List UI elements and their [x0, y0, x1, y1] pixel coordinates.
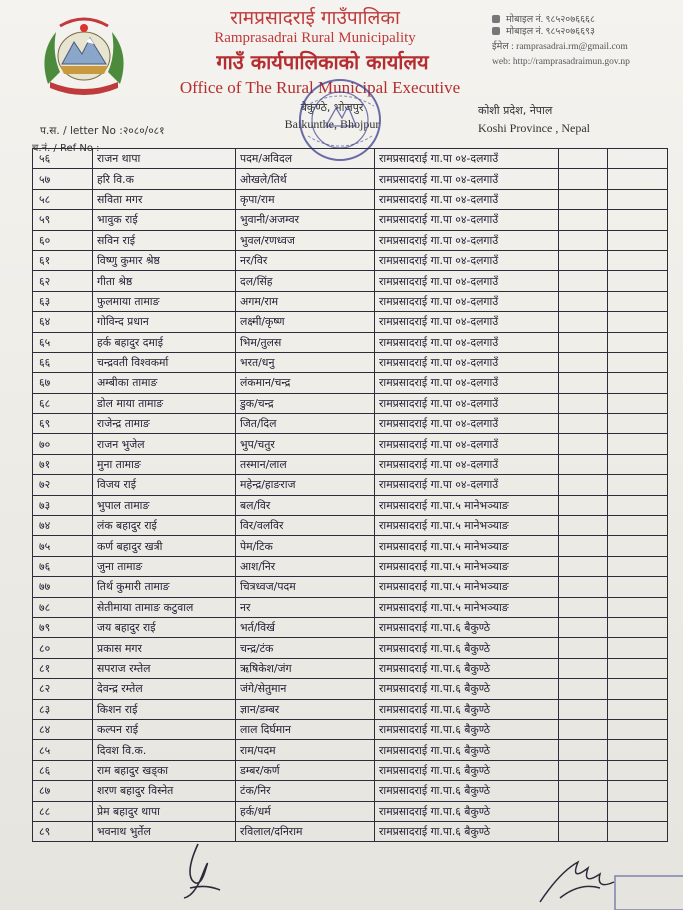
letterhead [0, 0, 683, 154]
contact-block [492, 14, 677, 68]
serial-number-cell: ७५ [33, 536, 93, 556]
address-cell: रामप्रसादराई गा.पा ०४-दलगाउँ [375, 291, 559, 311]
empty-cell [608, 617, 668, 637]
address-cell: रामप्रसादराई गा.पा.५ मानेभञ्याङ [375, 597, 559, 617]
parents-cell: चन्द्र/टंक [236, 638, 375, 658]
empty-cell [559, 414, 608, 434]
empty-cell [559, 617, 608, 637]
empty-cell [559, 556, 608, 576]
table-row [33, 291, 668, 311]
empty-cell [559, 801, 608, 821]
name-cell: कल्पन राई [93, 719, 236, 739]
parents-cell: डुक/चन्द्र [236, 393, 375, 413]
empty-cell [608, 536, 668, 556]
empty-cell [608, 149, 668, 169]
empty-cell [559, 699, 608, 719]
address-cell: रामप्रसादराई गा.पा ०४-दलगाउँ [375, 230, 559, 250]
empty-cell [608, 658, 668, 678]
table-row [33, 414, 668, 434]
province-english: Koshi Province , Nepal [478, 121, 590, 135]
serial-number-cell: ८६ [33, 760, 93, 780]
serial-number-cell: ६३ [33, 291, 93, 311]
serial-number-cell: ६२ [33, 271, 93, 291]
table-row [33, 495, 668, 515]
name-cell: हरि वि.क [93, 169, 236, 189]
serial-number-cell: ८० [33, 638, 93, 658]
parents-cell: भिम/तुलस [236, 332, 375, 352]
table-row [33, 475, 668, 495]
name-cell: चन्द्रवती विश्वकर्मा [93, 352, 236, 372]
empty-cell [608, 577, 668, 597]
table-row [33, 210, 668, 230]
place-english: Baikunthe, Bhojpur [284, 117, 380, 131]
empty-cell [559, 210, 608, 230]
name-cell: डोल माया तामाङ [93, 393, 236, 413]
empty-cell [559, 352, 608, 372]
parents-cell: पदम/अविदल [236, 149, 375, 169]
name-cell: गोविन्द प्रधान [93, 312, 236, 332]
serial-number-cell: ७८ [33, 597, 93, 617]
name-cell: कर्ण बहादुर खत्री [93, 536, 236, 556]
name-cell: राजन थापा [93, 149, 236, 169]
phone-1: मोबाइल नं. ९८५२०७६६६८ [506, 15, 595, 25]
address-cell: रामप्रसादराई गा.पा ०४-दलगाउँ [375, 475, 559, 495]
address-cell: रामप्रसादराई गा.पा ०४-दलगाउँ [375, 352, 559, 372]
name-cell: दिवश वि.क. [93, 740, 236, 760]
empty-cell [559, 638, 608, 658]
signature-left [176, 840, 236, 900]
address-cell: रामप्रसादराई गा.पा ०४-दलगाउँ [375, 271, 559, 291]
phone-icon [492, 27, 500, 35]
serial-number-cell: ६४ [33, 312, 93, 332]
empty-cell [608, 434, 668, 454]
table-row [33, 434, 668, 454]
empty-cell [559, 475, 608, 495]
name-cell: शरण बहादुर विस्नेत [93, 781, 236, 801]
empty-cell [608, 312, 668, 332]
table-row [33, 658, 668, 678]
email: ईमेल : ramprasadrai.rm@gmail.com [492, 42, 628, 52]
empty-cell [559, 597, 608, 617]
office-name-nepali: गाउँ कार्यपालिकाको कार्यालय [216, 50, 429, 74]
name-cell: मुना तामाङ [93, 454, 236, 474]
serial-number-cell: ६६ [33, 352, 93, 372]
parents-cell: भुप/चतुर [236, 434, 375, 454]
empty-cell [559, 149, 608, 169]
table-row [33, 617, 668, 637]
serial-number-cell: ७२ [33, 475, 93, 495]
parents-cell: जंगे/सेतुमान [236, 679, 375, 699]
name-cell: जय बहादुर राई [93, 617, 236, 637]
parents-cell: चित्रध्वज/पदम [236, 577, 375, 597]
empty-cell [608, 699, 668, 719]
address-cell: रामप्रसादराई गा.पा.६ बैकुण्ठे [375, 617, 559, 637]
table-row [33, 454, 668, 474]
parents-cell: कृपा/राम [236, 189, 375, 209]
serial-number-cell: ६५ [33, 332, 93, 352]
empty-cell [559, 454, 608, 474]
serial-number-cell: ६९ [33, 414, 93, 434]
empty-cell [608, 556, 668, 576]
parents-cell: राम/पदम [236, 740, 375, 760]
table-row [33, 516, 668, 536]
parents-cell: ऋषिकेश/जंग [236, 658, 375, 678]
address-cell: रामप्रसादराई गा.पा.६ बैकुण्ठे [375, 781, 559, 801]
empty-cell [608, 291, 668, 311]
serial-number-cell: ८४ [33, 719, 93, 739]
signature-stamp-partial [611, 872, 683, 910]
name-cell: सविता मगर [93, 189, 236, 209]
name-cell: जुना तामाङ [93, 556, 236, 576]
table-row [33, 149, 668, 169]
name-cell: राजेन्द्र तामाङ [93, 414, 236, 434]
serial-number-cell: ७४ [33, 516, 93, 536]
phone-icon [492, 15, 500, 23]
parents-cell: महेन्द्र/हाङराज [236, 475, 375, 495]
empty-cell [559, 719, 608, 739]
address-cell: रामप्रसादराई गा.पा ०४-दलगाउँ [375, 434, 559, 454]
table-row [33, 679, 668, 699]
address-cell: रामप्रसादराई गा.पा.६ बैकुण्ठे [375, 821, 559, 841]
parents-cell: लाल दिर्घमान [236, 719, 375, 739]
parents-cell: भर्त/विर्ख [236, 617, 375, 637]
empty-cell [608, 250, 668, 270]
parents-cell: हर्क/धर्म [236, 801, 375, 821]
name-cell: अम्बीका तामाङ [93, 373, 236, 393]
address-cell: रामप्रसादराई गा.पा.६ बैकुण्ठे [375, 638, 559, 658]
empty-cell [608, 516, 668, 536]
nepal-emblem-icon [38, 14, 130, 96]
address-cell: रामप्रसादराई गा.पा.६ बैकुण्ठे [375, 658, 559, 678]
empty-cell [559, 821, 608, 841]
parents-cell: टंक/निर [236, 781, 375, 801]
serial-number-cell: ७७ [33, 577, 93, 597]
empty-cell [608, 475, 668, 495]
name-cell: प्रेम बहादुर थापा [93, 801, 236, 821]
table-row [33, 373, 668, 393]
empty-cell [608, 393, 668, 413]
name-cell: सविन राई [93, 230, 236, 250]
address-cell: रामप्रसादराई गा.पा.५ मानेभञ्याङ [375, 516, 559, 536]
address-cell: रामप्रसादराई गा.पा ०४-दलगाउँ [375, 149, 559, 169]
address-cell: रामप्रसादराई गा.पा ०४-दलगाउँ [375, 169, 559, 189]
place-nepali: बैकुण्ठे, भोजपुर [300, 101, 364, 114]
address-cell: रामप्रसादराई गा.पा.६ बैकुण्ठे [375, 719, 559, 739]
empty-cell [559, 332, 608, 352]
address-cell: रामप्रसादराई गा.पा.६ बैकुण्ठे [375, 679, 559, 699]
empty-cell [608, 373, 668, 393]
name-cell: विष्णु कुमार श्रेष्ठ [93, 250, 236, 270]
parents-cell: पेम/टिक [236, 536, 375, 556]
table-row [33, 393, 668, 413]
office-name-english: Office of The Rural Municipal Executive [179, 78, 461, 97]
empty-cell [608, 495, 668, 515]
empty-cell [559, 393, 608, 413]
table-row [33, 638, 668, 658]
parents-cell: अगम/राम [236, 291, 375, 311]
parents-cell: रविलाल/दनिराम [236, 821, 375, 841]
name-cell: सेतीमाया तामाङ कटुवाल [93, 597, 236, 617]
name-cell: लंक बहादुर राई [93, 516, 236, 536]
beneficiary-table [32, 148, 668, 842]
address-cell: रामप्रसादराई गा.पा.६ बैकुण्ठे [375, 760, 559, 780]
table-row [33, 250, 668, 270]
parents-cell: भुवल/रणध्वज [236, 230, 375, 250]
name-cell: राजन भुजेल [93, 434, 236, 454]
table-row [33, 699, 668, 719]
empty-cell [559, 189, 608, 209]
serial-number-cell: ७१ [33, 454, 93, 474]
empty-cell [559, 495, 608, 515]
address-cell: रामप्रसादराई गा.पा.५ मानेभञ्याङ [375, 556, 559, 576]
table-row [33, 760, 668, 780]
address-cell: रामप्रसादराई गा.पा.५ मानेभञ्याङ [375, 577, 559, 597]
address-cell: रामप्रसादराई गा.पा.६ बैकुण्ठे [375, 801, 559, 821]
empty-cell [559, 169, 608, 189]
empty-cell [559, 760, 608, 780]
name-cell: फुलमाया तामाङ [93, 291, 236, 311]
serial-number-cell: ५८ [33, 189, 93, 209]
table-row [33, 332, 668, 352]
empty-cell [608, 781, 668, 801]
parents-cell: दल/सिंह [236, 271, 375, 291]
parents-cell: लक्ष्मी/कृष्ण [236, 312, 375, 332]
serial-number-cell: ८७ [33, 781, 93, 801]
parents-cell: भरत/धनु [236, 352, 375, 372]
serial-number-cell: ५७ [33, 169, 93, 189]
serial-number-cell: ८८ [33, 801, 93, 821]
parents-cell: जित/दिल [236, 414, 375, 434]
parents-cell: आश/निर [236, 556, 375, 576]
serial-number-cell: ८९ [33, 821, 93, 841]
address-cell: रामप्रसादराई गा.पा ०४-दलगाउँ [375, 250, 559, 270]
serial-number-cell: ५९ [33, 210, 93, 230]
name-cell: हर्क बहादुर दमाई [93, 332, 236, 352]
parents-cell: ओखले/तिर्थ [236, 169, 375, 189]
empty-cell [559, 516, 608, 536]
serial-number-cell: ७० [33, 434, 93, 454]
empty-cell [608, 719, 668, 739]
empty-cell [608, 414, 668, 434]
empty-cell [608, 638, 668, 658]
table-row [33, 169, 668, 189]
name-cell: देवन्द्र रम्तेल [93, 679, 236, 699]
address-cell: रामप्रसादराई गा.पा ०४-दलगाउँ [375, 393, 559, 413]
province-nepali: कोशी प्रदेश, नेपाल [478, 104, 553, 117]
empty-cell [608, 169, 668, 189]
table-row [33, 312, 668, 332]
empty-cell [608, 271, 668, 291]
address-cell: रामप्रसादराई गा.पा ०४-दलगाउँ [375, 414, 559, 434]
serial-number-cell: ७९ [33, 617, 93, 637]
empty-cell [559, 312, 608, 332]
empty-cell [608, 454, 668, 474]
parents-cell: भुवानी/अजम्वर [236, 210, 375, 230]
table-row [33, 230, 668, 250]
table-row [33, 556, 668, 576]
address-cell: रामप्रसादराई गा.पा ०४-दलगाउँ [375, 210, 559, 230]
name-cell: राम बहादुर खड्का [93, 760, 236, 780]
name-cell: भवनाथ भुर्तेल [93, 821, 236, 841]
parents-cell: लंकमान/चन्द्र [236, 373, 375, 393]
serial-number-cell: ८५ [33, 740, 93, 760]
name-cell: गीता श्रेष्ठ [93, 271, 236, 291]
parents-cell: नर [236, 597, 375, 617]
empty-cell [559, 577, 608, 597]
empty-cell [559, 230, 608, 250]
empty-cell [608, 597, 668, 617]
municipality-name-english: Ramprasadrai Rural Municipality [214, 30, 416, 46]
parents-cell: ज्ञान/डम्बर [236, 699, 375, 719]
serial-number-cell: ८१ [33, 658, 93, 678]
empty-cell [559, 271, 608, 291]
empty-cell [608, 230, 668, 250]
table-row [33, 781, 668, 801]
empty-cell [608, 801, 668, 821]
table-row [33, 352, 668, 372]
empty-cell [608, 210, 668, 230]
empty-cell [608, 679, 668, 699]
address-cell: रामप्रसादराई गा.पा ०४-दलगाउँ [375, 189, 559, 209]
serial-number-cell: ८३ [33, 699, 93, 719]
serial-number-cell: ६१ [33, 250, 93, 270]
empty-cell [608, 821, 668, 841]
table-row [33, 801, 668, 821]
empty-cell [559, 781, 608, 801]
serial-number-cell: ६० [33, 230, 93, 250]
name-cell: प्रकास मगर [93, 638, 236, 658]
table-row [33, 536, 668, 556]
name-cell: तिर्थ कुमारी तामाङ [93, 577, 236, 597]
name-cell: विजय राई [93, 475, 236, 495]
serial-number-cell: ६७ [33, 373, 93, 393]
municipality-name-nepali: रामप्रसादराई गाउँपालिका [230, 7, 400, 29]
address-cell: रामप्रसादराई गा.पा ०४-दलगाउँ [375, 454, 559, 474]
name-cell: सपराज रम्तेल [93, 658, 236, 678]
table-row [33, 597, 668, 617]
address-cell: रामप्रसादराई गा.पा.५ मानेभञ्याङ [375, 495, 559, 515]
empty-cell [559, 250, 608, 270]
empty-cell [608, 352, 668, 372]
address-cell: रामप्रसादराई गा.पा.५ मानेभञ्याङ [375, 536, 559, 556]
parents-cell: डम्बर/कर्ण [236, 760, 375, 780]
serial-number-cell: ८२ [33, 679, 93, 699]
serial-number-cell: ७३ [33, 495, 93, 515]
address-cell: रामप्रसादराई गा.पा.६ बैकुण्ठे [375, 740, 559, 760]
name-cell: भावुक राई [93, 210, 236, 230]
address-cell: रामप्रसादराई गा.पा ०४-दलगाउँ [375, 373, 559, 393]
table-row [33, 719, 668, 739]
empty-cell [559, 658, 608, 678]
name-cell: भुपाल तामाङ [93, 495, 236, 515]
empty-cell [559, 291, 608, 311]
serial-number-cell: ७६ [33, 556, 93, 576]
table-row [33, 577, 668, 597]
parents-cell: नर/विर [236, 250, 375, 270]
letter-number: प.स. / letter No :२०८०/०८१ [40, 125, 165, 137]
empty-cell [608, 189, 668, 209]
empty-cell [559, 434, 608, 454]
empty-cell [559, 373, 608, 393]
signature-right [530, 852, 620, 907]
name-cell: किशन राई [93, 699, 236, 719]
serial-number-cell: ५६ [33, 149, 93, 169]
serial-number-cell: ६८ [33, 393, 93, 413]
empty-cell [608, 332, 668, 352]
empty-cell [559, 536, 608, 556]
reference-number: च.नं. / Ref No : [32, 143, 100, 154]
empty-cell [608, 760, 668, 780]
address-cell: रामप्रसादराई गा.पा.६ बैकुण्ठे [375, 699, 559, 719]
address-cell: रामप्रसादराई गा.पा ०४-दलगाउँ [375, 332, 559, 352]
phone-2: मोबाइल नं. ९८५२०७६६९३ [506, 27, 595, 37]
table-row [33, 740, 668, 760]
parents-cell: बल/विर [236, 495, 375, 515]
table-row [33, 821, 668, 841]
empty-cell [608, 740, 668, 760]
parents-cell: विर/वलविर [236, 516, 375, 536]
parents-cell: तस्मान/लाल [236, 454, 375, 474]
website: web: http://ramprasadraimun.gov.np [492, 57, 630, 67]
empty-cell [559, 679, 608, 699]
table-row [33, 271, 668, 291]
empty-cell [559, 740, 608, 760]
table-row [33, 189, 668, 209]
address-cell: रामप्रसादराई गा.पा ०४-दलगाउँ [375, 312, 559, 332]
